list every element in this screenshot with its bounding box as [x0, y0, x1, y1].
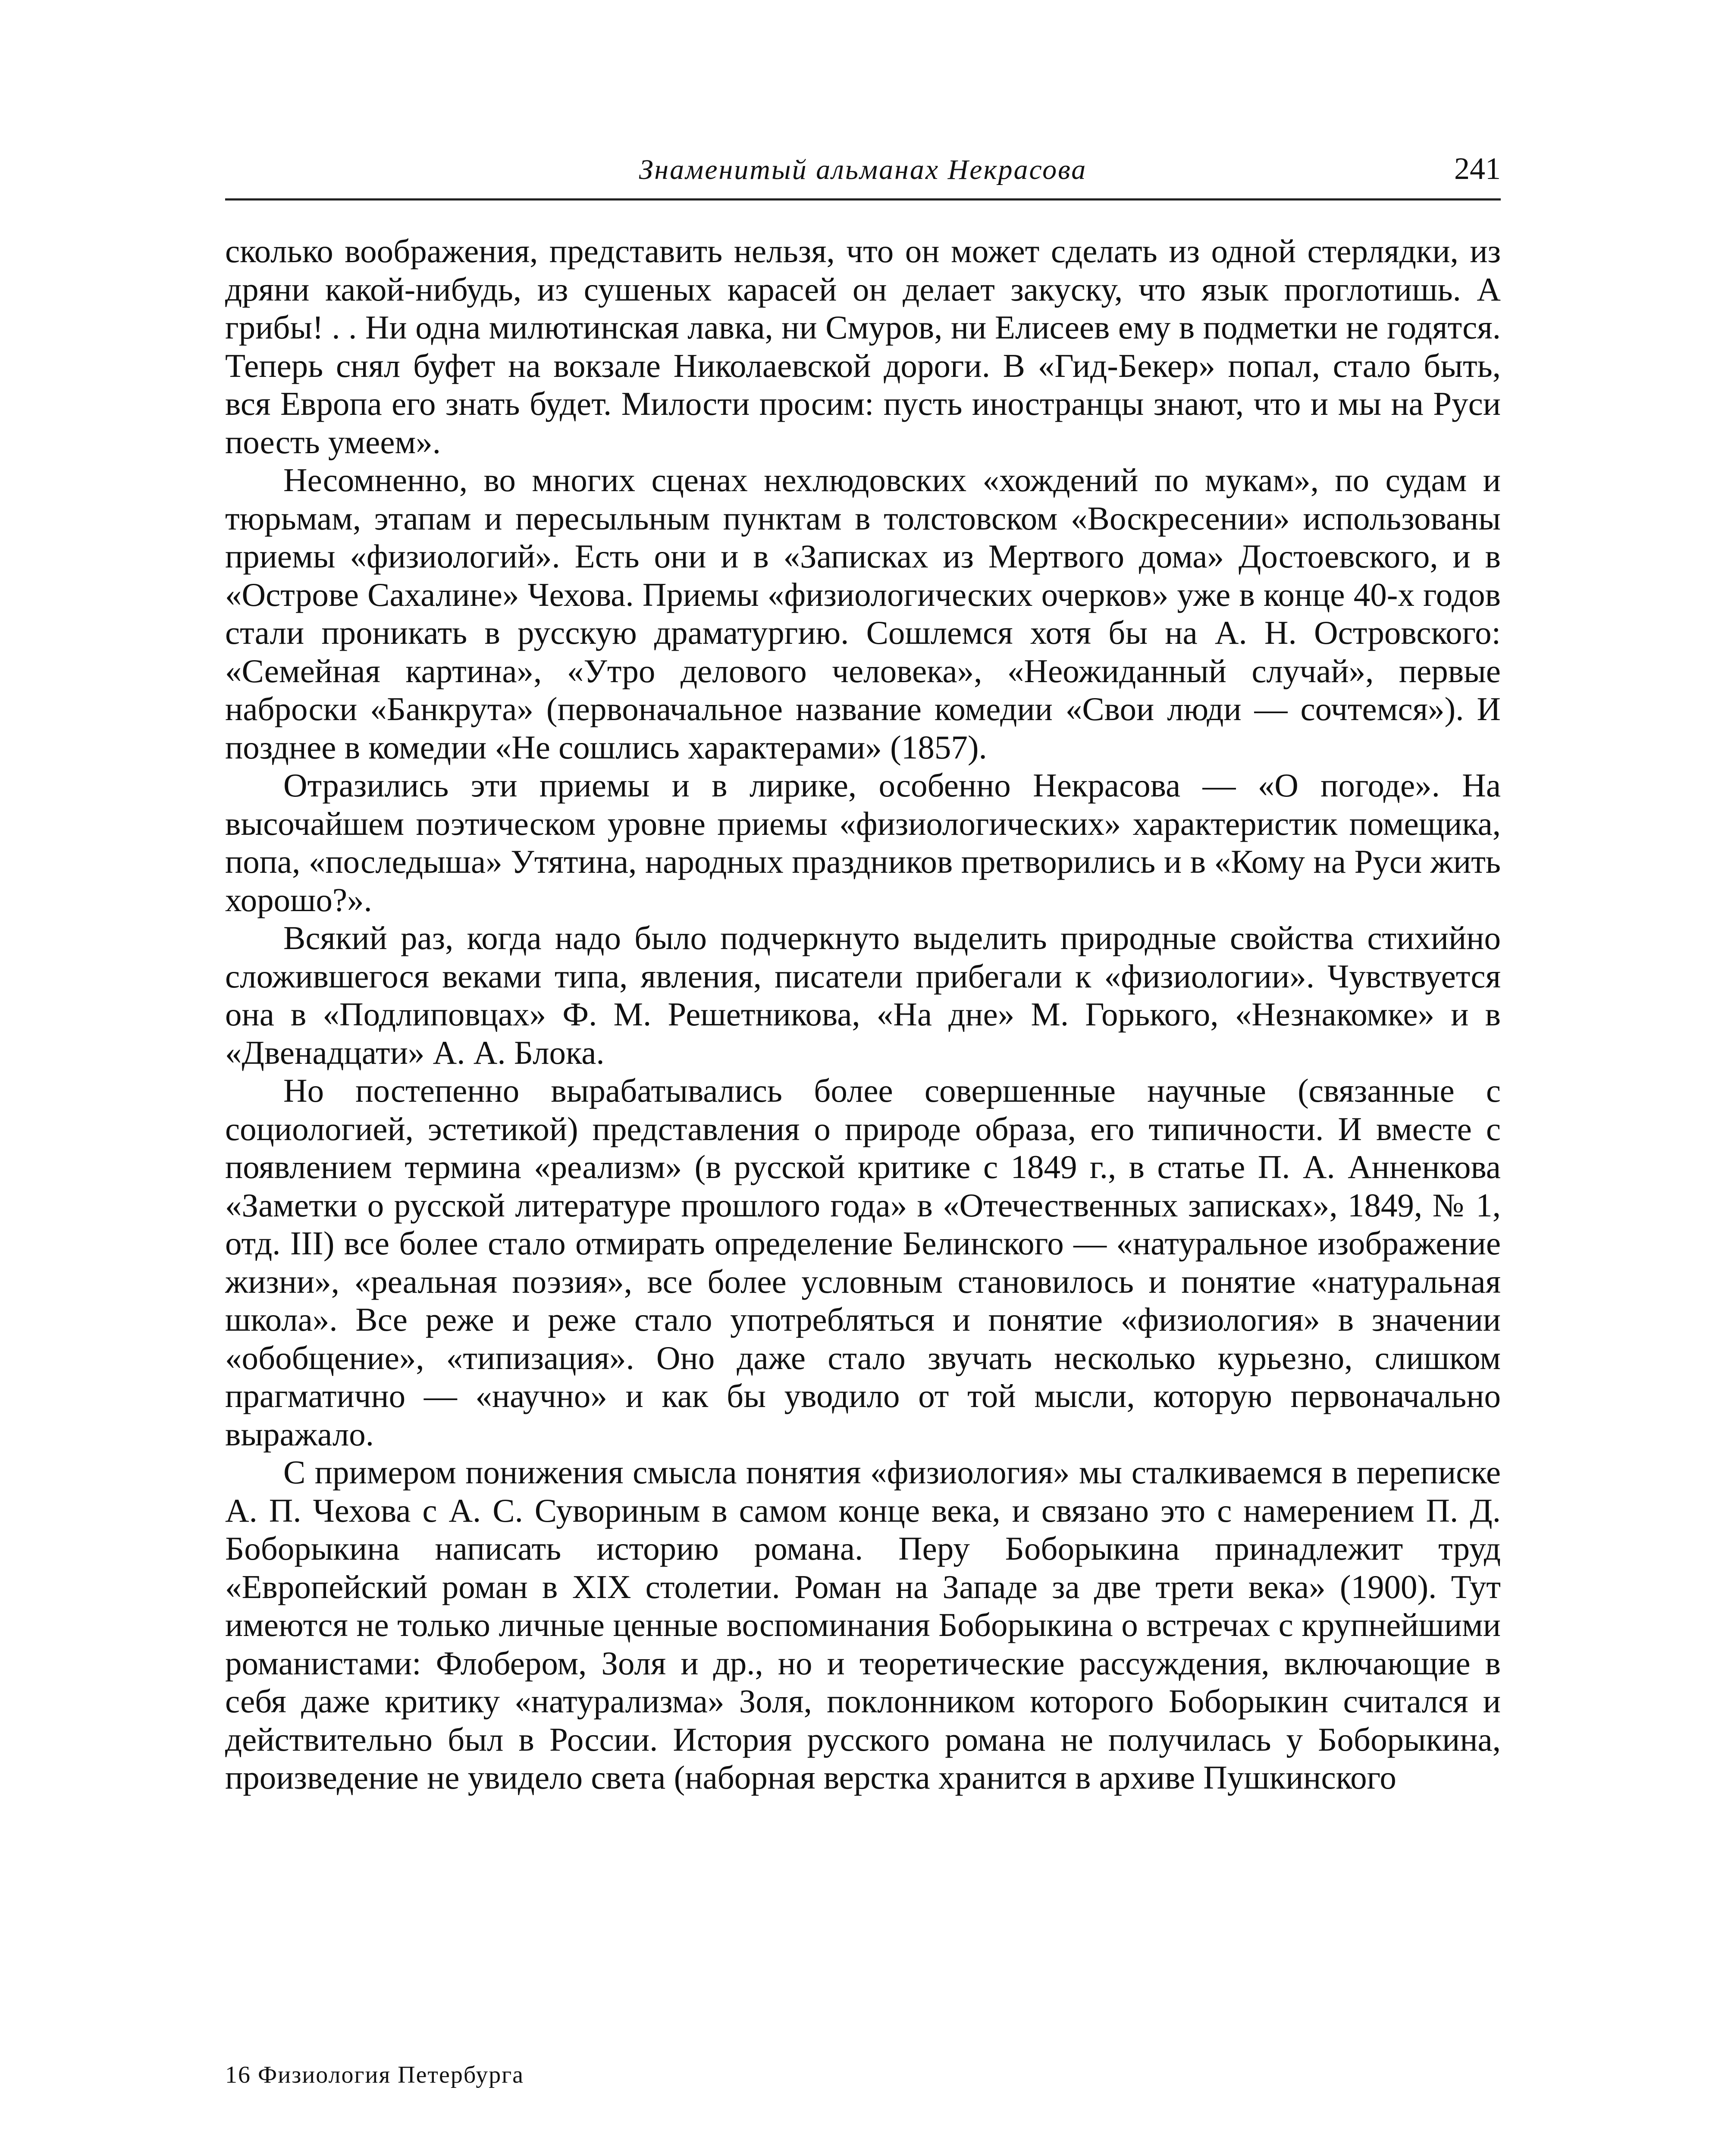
paragraph-1: сколько воображения, представить нельзя, что он может сделать из одной стерлядки, из дряни какой-нибудь, из сушеных карасей он делает закуску, что язык проглотишь. А грибы! . . Ни одна милютинская лавка, ни Смуров, ни Елисеев ему в подметки не годятся. Теперь снял буфет на вокзале Николаевской дороги. В «Гид-Бекер» попал, стало быть, вся Европа его знать будет. Милости просим: пусть иностранцы знают, что и мы на Руси поесть умеем». — [225, 232, 1501, 461]
paragraph-3: Отразились эти приемы и в лирике, особенно Некрасова — «О погоде». На высочайшем поэтическом уровне приемы «физиологических» характеристик помещика, попа, «последыша» Утятина, народных праздников претворились и в «Кому на Руси жить хорошо?». — [225, 767, 1501, 918]
paragraph-2: Несомненно, во многих сценах нехлюдовских «хождений по мукам», по судам и тюрьмам, этапам и пересыльным пунктам в толстовском «Воскресении» использованы приемы «физиологий». Есть они и в «Записках из Мертвого дома» Достоевского, и в «Острове Сахалине» Чехова. Приемы «физиологических очерков» уже в конце 40-х годов стали проникать в русскую драматургию. Сошлемся хотя бы на А. Н. Островского: «Семейная картина», «Утро делового человека», «Неожиданный случай», первые наброски «Банкрута» (первоначальное название комедии «Свои люди — сочтемся»). И позднее в комедии «Не сошлись характерами» (1857). — [225, 461, 1501, 766]
paragraph-5: Но постепенно вырабатывались более совершенные научные (связанные с социологией, эстетикой) представления о природе образа, его типичности. И вместе с появлением термина «реализм» (в русской критике с 1849 г., в статье П. А. Анненкова «Заметки о русской литературе прошлого года» в «Отечественных записках», 1849, № 1, отд. III) все более стало отмирать определение Белинского — «натуральное изображение жизни», «реальная поэзия», все более условным становилось и понятие «натуральная школа». Все реже и реже стало употребляться и понятие «физиология» в значении «обобщение», «типизация». Оно даже стало звучать несколько курьезно, слишком прагматично — «научно» и как бы уводило от той мысли, которую первоначально выражало. — [225, 1072, 1501, 1453]
paragraph-6: С примером понижения смысла понятия «физиология» мы сталкиваемся в переписке А. П. Чехова с А. С. Сувориным в самом конце века, и связано это с намерением П. Д. Боборыкина написать историю романа. Перу Боборыкина принадлежит труд «Европейский роман в XIX столетии. Роман на Западе за две трети века» (1900). Тут имеются не только личные ценные воспоминания Боборыкина о встречах с крупнейшими романистами: Флобером, Золя и др., но и теоретические рассуждения, включающие в себя даже критику «натурализма» Золя, поклонником которого Боборыкин считался и действительно был в России. История русского романа не получилась у Боборыкина, произведение не увидело света (наборная верстка хранится в архиве Пушкинского — [225, 1454, 1501, 1796]
signature-mark: 16 Физиология Петербурга — [225, 2062, 524, 2088]
paragraph-4: Всякий раз, когда надо было подчеркнуто выделить природные свойства стихийно сложившегося веками типа, явления, писатели прибегали к «физиологии». Чувствуется она в «Подлиповцах» Ф. М. Решетникова, «На дне» М. Горького, «Незнакомке» и в «Двенадцати» А. А. Блока. — [225, 919, 1501, 1071]
page-header — [225, 147, 1501, 201]
body-text — [225, 232, 1501, 1797]
running-title: Знаменитый альманах Некрасова — [639, 154, 1087, 185]
page-number: 241 — [1454, 151, 1501, 186]
